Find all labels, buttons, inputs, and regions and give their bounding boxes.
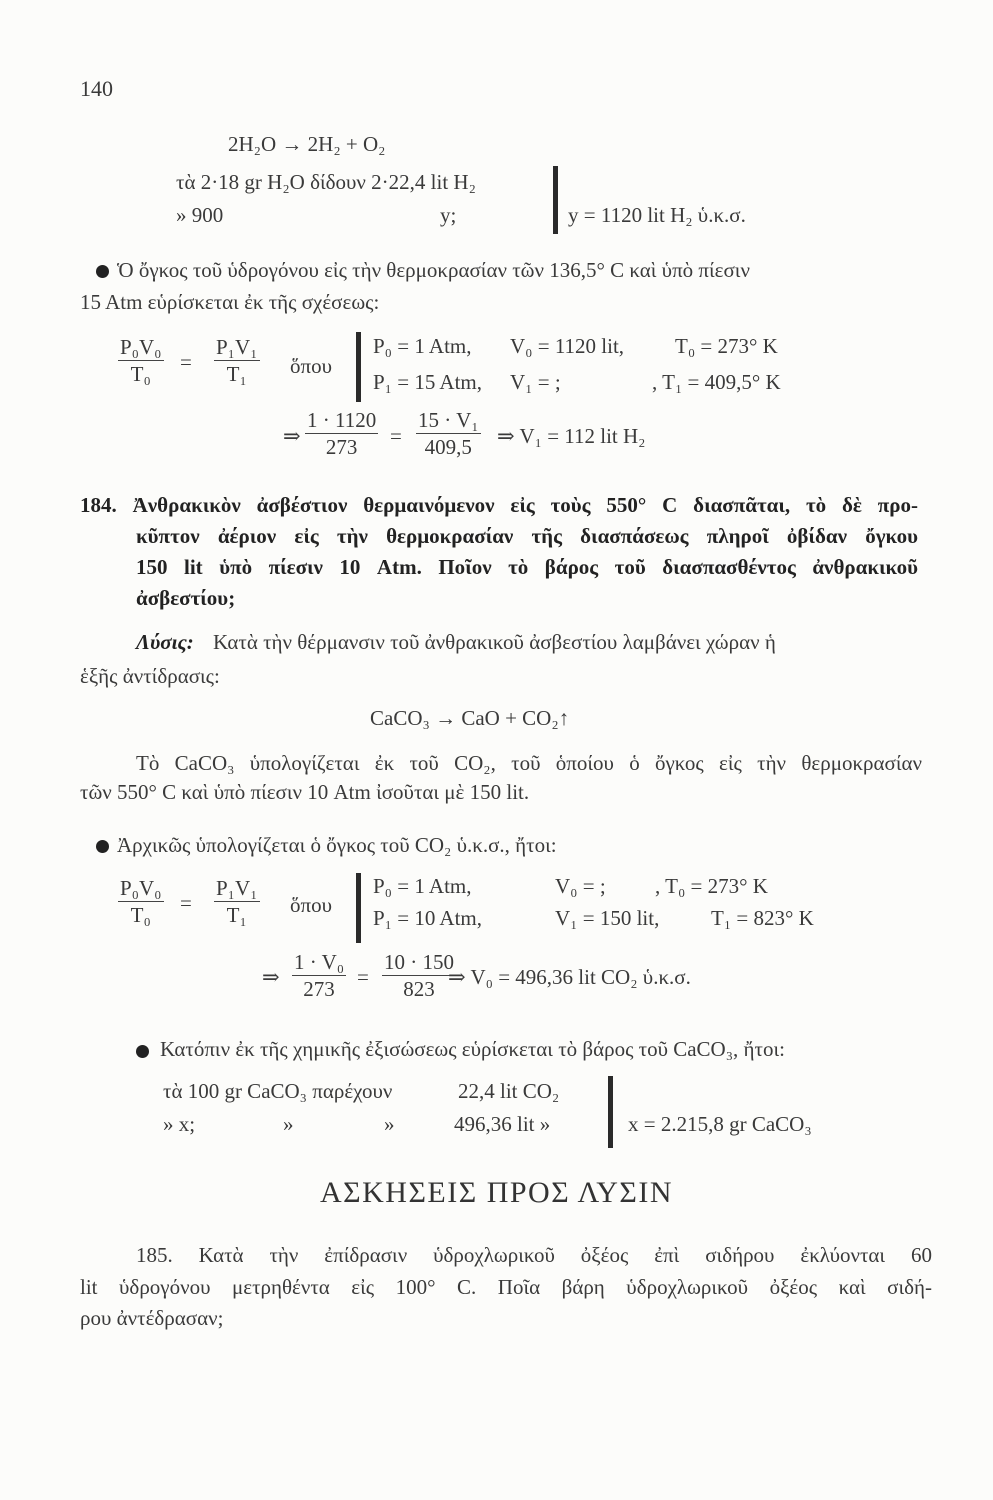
- proportion-line-2b: 496,36 lit »: [454, 1112, 551, 1136]
- problem-185-line-2: lit ὑδρογόνου μετρηθέντα εἰς 100° C. Ποῖα βάρη ὑδροχλωρικοῦ ὀξέος καὶ σιδή-: [80, 1275, 932, 1299]
- bullet-icon: [96, 840, 109, 853]
- solution-para-1: Τὸ CaCO₃ ὑπολογίζεται ἐκ τοῦ CO₂, τοῦ ὁποίου ὁ ὄγκος εἰς τὴν θερμοκρασίαν: [136, 751, 922, 775]
- proportion-result: y = 1120 lit H₂ ὑ.κ.σ.: [568, 203, 746, 227]
- condition-t1: , T₁ = 409,5° K: [652, 370, 781, 394]
- condition-p0: P₀ = 1 Atm,: [373, 874, 472, 898]
- proportion-divider: [608, 1076, 613, 1148]
- condition-p0: P₀ = 1 Atm,: [373, 334, 472, 358]
- proportion-line-2a: » x;: [163, 1112, 196, 1136]
- solution-line-2: ἑξῆς ἀντίδρασις:: [80, 664, 220, 688]
- proportion-line-2b: y;: [440, 203, 457, 227]
- proportion-line-1: τὰ 2·18 gr H₂O δίδουν 2·22,4 lit H₂: [176, 170, 476, 194]
- fraction-numerator: 10 · 150: [382, 950, 456, 976]
- fraction-numerator: P₁V₁: [214, 876, 260, 902]
- calc-fraction-left: [292, 950, 346, 1001]
- fraction-denominator: 273: [325, 435, 358, 460]
- condition-v0: V₀ = 1120 lit,: [510, 334, 625, 358]
- fraction-denominator: T₀: [130, 362, 151, 387]
- fraction-numerator: 1 · V₀: [292, 950, 346, 976]
- conditions-divider: [356, 332, 361, 402]
- calc-result: ⇒ V₁ = 112 lit H₂: [497, 424, 646, 448]
- equals-sign: =: [390, 424, 402, 448]
- problem-185-line-1: 185. Κατὰ τὴν ἐπίδρασιν ὑδροχλωρικοῦ ὀξέος ἐπὶ σιδήρου ἐκλύονται 60: [136, 1243, 932, 1267]
- condition-p1: P₁ = 10 Atm,: [373, 906, 483, 930]
- problem-184-line-2: κῦπτον ἀέριον εἰς τὴν θερμοκρασίαν τῆς διασπάσεως πληροῖ ὀβίδαν ὄγκου: [136, 524, 918, 548]
- condition-v1: V₁ = 150 lit,: [555, 906, 660, 930]
- bullet-icon: [136, 1045, 149, 1058]
- fraction-denominator: 409,5: [424, 435, 472, 460]
- condition-v0: V₀ = ;: [555, 874, 606, 898]
- proportion-ditto-1: »: [283, 1112, 294, 1136]
- proportion-line-1a: τὰ 100 gr CaCO₃ παρέχουν: [163, 1079, 393, 1103]
- proportion-line-2a: » 900: [176, 203, 224, 227]
- condition-p1: P₁ = 15 Atm,: [373, 370, 483, 394]
- problem-184-line-1: 184. Ἀνθρακικὸν ἀσβέστιον θερμαινόμενον εἰς τοὺς 550° C διασπᾶται, τὸ δὲ προ-: [80, 493, 918, 517]
- condition-t0: , T₀ = 273° K: [655, 874, 768, 898]
- calc-fraction-left: [305, 408, 378, 459]
- fraction-denominator: T₁: [226, 903, 247, 928]
- equation-water-decomposition: 2H₂O → 2H₂ + O₂: [228, 132, 386, 156]
- calc-fraction-right: [382, 950, 456, 1001]
- problem-184-line-3: 150 lit ὑπὸ πίεσιν 10 Atm. Ποῖον τὸ βάρος τοῦ διασπασθέντος ἀνθρακικοῦ: [136, 555, 918, 579]
- problem-185-line-3: ρου ἀντέδρασαν;: [80, 1306, 224, 1330]
- implies-arrow: ⇒: [262, 965, 280, 989]
- proportion-line-1b: 22,4 lit CO₂: [458, 1079, 560, 1103]
- fraction-numerator: 15 · V₁: [416, 408, 481, 434]
- calc-result: ⇒ V₀ = 496,36 lit CO₂ ὑ.κ.σ.: [448, 965, 691, 989]
- proportion-result: x = 2.215,8 gr CaCO₃: [628, 1112, 812, 1136]
- bullet-text-3: Κατόπιν ἐκ τῆς χημικῆς ἐξισώσεως εὑρίσκεται τὸ βάρος τοῦ CaCO₃, ἤτοι:: [160, 1037, 785, 1061]
- equals-sign: =: [180, 891, 192, 915]
- gas-fraction-left: [118, 335, 164, 386]
- proportion-ditto-2: »: [384, 1112, 395, 1136]
- solution-para-2: τῶν 550° C καὶ ὑπὸ πίεσιν 10 Atm ἰσοῦται μὲ 150 lit.: [80, 780, 530, 804]
- equals-sign: =: [180, 350, 192, 374]
- solution-label: Λύσις:: [136, 630, 194, 654]
- fraction-denominator: 273: [303, 977, 335, 1002]
- problem-184-line-4: ἀσβεστίου;: [136, 586, 236, 610]
- where-label: ὅπου: [290, 893, 332, 917]
- fraction-numerator: P₀V₀: [118, 335, 164, 361]
- equation-caco3-decomposition: CaCO₃ → CaO + CO₂↑: [370, 706, 570, 730]
- bullet-text-1a: Ὁ ὄγκος τοῦ ὑδρογόνου εἰς τὴν θερμοκρασίαν τῶν 136,5° C καὶ ὑπὸ πίεσιν: [117, 258, 750, 282]
- fraction-denominator: T₁: [226, 362, 247, 387]
- where-label: ὅπου: [290, 354, 332, 378]
- fraction-numerator: 1 · 1120: [305, 408, 378, 434]
- fraction-numerator: P₁V₁: [214, 335, 260, 361]
- condition-v1: V₁ = ;: [510, 370, 561, 394]
- proportion-divider: [553, 166, 558, 234]
- implies-arrow: ⇒: [283, 424, 301, 448]
- fraction-denominator: 823: [403, 977, 435, 1002]
- section-heading: ΑΣΚΗΣΕΙΣ ΠΡΟΣ ΛΥΣΙΝ: [320, 1176, 673, 1209]
- gas-fraction-right: [214, 876, 260, 927]
- condition-t0: T₀ = 273° K: [675, 334, 778, 358]
- bullet-icon: [96, 265, 109, 278]
- gas-fraction-right: [214, 335, 260, 386]
- calc-fraction-right: [416, 408, 481, 459]
- conditions-divider: [356, 873, 361, 943]
- fraction-numerator: P₀V₀: [118, 876, 164, 902]
- bullet-text-1b: 15 Atm εὑρίσκεται ἐκ τῆς σχέσεως:: [80, 290, 380, 314]
- fraction-denominator: T₀: [130, 903, 151, 928]
- solution-line-1: Κατὰ τὴν θέρμανσιν τοῦ ἀνθρακικοῦ ἀσβεστίου λαμβάνει χώραν ἡ: [213, 630, 776, 654]
- page-number: 140: [80, 76, 113, 101]
- condition-t1: T₁ = 823° K: [711, 906, 814, 930]
- equals-sign: =: [357, 965, 369, 989]
- gas-fraction-left: [118, 876, 164, 927]
- bullet-text-2: Ἀρχικῶς ὑπολογίζεται ὁ ὄγκος τοῦ CO₂ ὑ.κ.σ., ἤτοι:: [117, 833, 557, 857]
